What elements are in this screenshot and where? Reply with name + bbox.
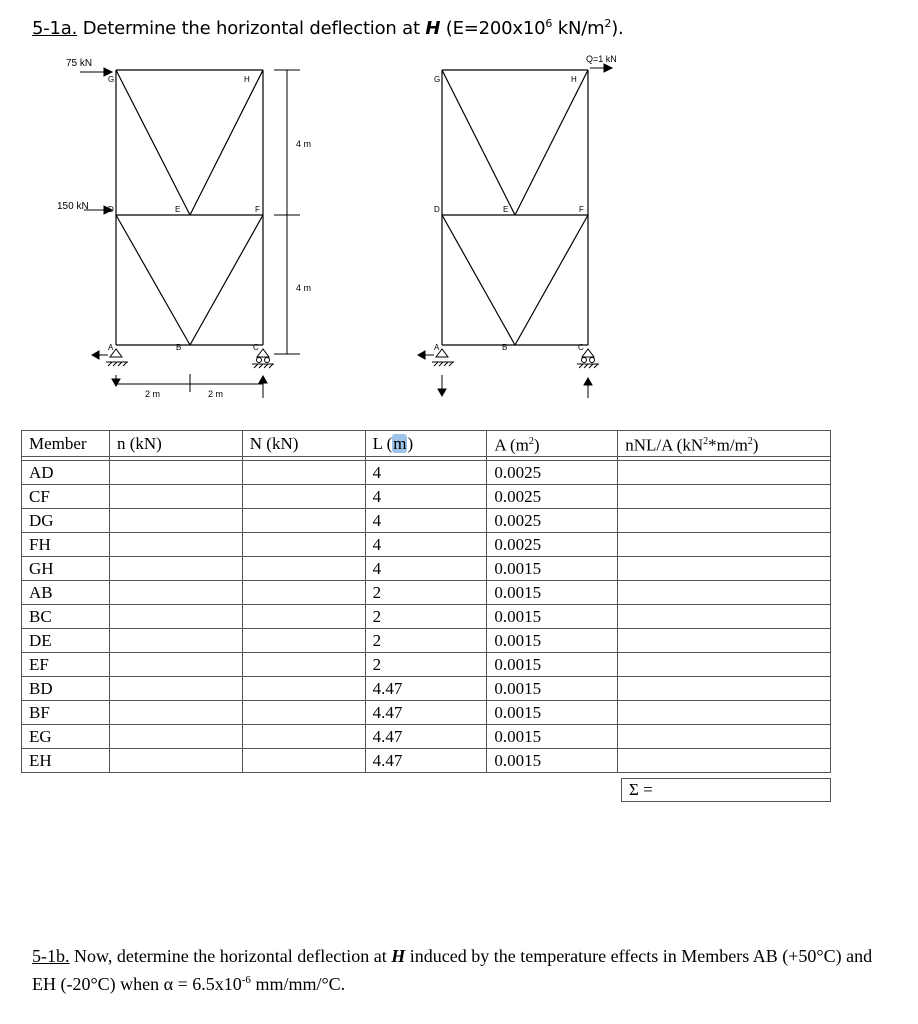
cell-A: 0.0015 [487, 701, 618, 725]
cell-nNLA [618, 557, 831, 581]
cell-member: EF [22, 653, 110, 677]
member-EH [190, 70, 263, 215]
cell-nNLA [618, 653, 831, 677]
member-force-table [21, 430, 831, 773]
node-B-right: B [502, 343, 508, 352]
cell-L: 4.47 [365, 677, 487, 701]
problem-5-1a-statement: 5-1a. Determine the horizontal deflection at H ($E=200x10^6$ $kN/m^2$). [32, 17, 624, 39]
cell-member: EH [22, 749, 110, 773]
cell-L: 2 [365, 581, 487, 605]
table-row [22, 677, 831, 701]
cell-member: DE [22, 629, 110, 653]
cell-L: 4 [365, 557, 487, 581]
load-Q1kn: Q=1 kN [586, 54, 617, 64]
node-H-left: H [244, 75, 250, 84]
cell-A: 0.0015 [487, 725, 618, 749]
cell-member: BC [22, 605, 110, 629]
left-dimension-lines [116, 70, 300, 392]
header-L: L (m) [365, 431, 487, 457]
cell-N [242, 485, 365, 509]
cell-N [242, 677, 365, 701]
load-150kn: 150 kN [57, 201, 89, 212]
cell-N [242, 725, 365, 749]
cell-nNLA [618, 701, 831, 725]
table-row [22, 701, 831, 725]
cell-nNLA [618, 725, 831, 749]
cell-N [242, 701, 365, 725]
node-G-right: G [434, 75, 441, 84]
cell-n [109, 677, 242, 701]
cell-A: 0.0025 [487, 485, 618, 509]
cell-nNLA [618, 581, 831, 605]
modulus-text: (E=200x10 [445, 18, 546, 39]
cell-nNLA [618, 749, 831, 773]
cell-L: 4 [365, 485, 487, 509]
cell-N [242, 581, 365, 605]
cell-A: 0.0025 [487, 533, 618, 557]
cell-L: 4.47 [365, 701, 487, 725]
cell-L: 4 [365, 509, 487, 533]
cell-member: AB [22, 581, 110, 605]
cell-member: FH [22, 533, 110, 557]
cell-member: EG [22, 725, 110, 749]
table-header-row [22, 431, 831, 457]
header-nNLA: nNL/A $(kN^2*m/m^2)$ [618, 431, 831, 457]
node-D-right: D [434, 205, 440, 214]
node-H-right: H [571, 75, 577, 84]
cell-N [242, 749, 365, 773]
cell-N [242, 605, 365, 629]
cell-member: BD [22, 677, 110, 701]
table-row [22, 581, 831, 605]
cell-A: 0.0015 [487, 581, 618, 605]
cell-nNLA [618, 461, 831, 485]
cell-member: GH [22, 557, 110, 581]
dim-4m-top: 4 m [296, 139, 312, 149]
right-supports [432, 349, 599, 368]
table-row [22, 749, 831, 773]
cell-L: 4.47 [365, 725, 487, 749]
cell-L: 2 [365, 605, 487, 629]
node-A-right: A [434, 343, 440, 352]
table-row [22, 629, 831, 653]
table-row [22, 653, 831, 677]
cell-A: 0.0015 [487, 557, 618, 581]
cell-n [109, 629, 242, 653]
cell-member: BF [22, 701, 110, 725]
cell-nNLA [618, 677, 831, 701]
cell-n [109, 557, 242, 581]
header-member: Member [22, 431, 110, 457]
cell-n [109, 749, 242, 773]
node-C-right: C [578, 343, 584, 352]
cell-A: 0.0025 [487, 509, 618, 533]
cell-A: 0.0015 [487, 629, 618, 653]
left-truss [116, 70, 263, 345]
cell-n [109, 581, 242, 605]
cell-N [242, 509, 365, 533]
dim-2m-left: 2 m [145, 389, 161, 399]
load-75kn: 75 kN [66, 58, 93, 69]
left-supports [106, 349, 274, 368]
problem-5-1b-statement: 5-1b. Now, determine the horizontal deflection at H induced by the temperature effects in Members AB (+50°C) and EH (-20°C) when $\alpha = 6.5x10^{-6}$ mm/mm/°C. [32, 946, 873, 994]
cell-L: 4 [365, 461, 487, 485]
dim-4m-bottom: 4 m [296, 283, 312, 293]
cell-n [109, 605, 242, 629]
cell-N [242, 629, 365, 653]
cell-A: 0.0015 [487, 677, 618, 701]
table-row [22, 533, 831, 557]
cell-nNLA [618, 533, 831, 557]
table-row [22, 461, 831, 485]
table-row [22, 509, 831, 533]
cell-L: 2 [365, 653, 487, 677]
table-row [22, 557, 831, 581]
right-truss [442, 70, 588, 345]
header-N: N (kN) [242, 431, 365, 457]
cell-n [109, 509, 242, 533]
cell-L: 2 [365, 629, 487, 653]
cell-n [109, 485, 242, 509]
cell-L: 4.47 [365, 749, 487, 773]
cell-n [109, 701, 242, 725]
header-A: A $(m^2)$ [487, 431, 618, 457]
cell-nNLA [618, 509, 831, 533]
cell-A: 0.0015 [487, 605, 618, 629]
cell-nNLA [618, 605, 831, 629]
cell-N [242, 461, 365, 485]
cell-A: 0.0025 [487, 461, 618, 485]
cell-nNLA [618, 485, 831, 509]
cell-A: 0.0015 [487, 653, 618, 677]
member-BD [116, 215, 190, 345]
cell-n [109, 461, 242, 485]
cell-n [109, 725, 242, 749]
cell-n [109, 653, 242, 677]
point-label-b: H [391, 946, 406, 966]
truss-diagrams [0, 0, 918, 420]
sum-cell: Σ = [621, 778, 831, 802]
node-B-left: B [176, 343, 182, 352]
table-row [22, 605, 831, 629]
node-D-left: D [108, 205, 114, 214]
problem-number-b: 5-1b. [32, 946, 70, 966]
node-E-right: E [503, 205, 509, 214]
table-row [22, 725, 831, 749]
node-E-left: E [175, 205, 181, 214]
node-C-left: C [253, 343, 259, 352]
cell-member: AD [22, 461, 110, 485]
point-label: H [425, 18, 441, 39]
cell-A: 0.0015 [487, 749, 618, 773]
cell-N [242, 653, 365, 677]
table-row [22, 485, 831, 509]
cell-L: 4 [365, 533, 487, 557]
member-EG [116, 70, 190, 215]
header-n: n (kN) [109, 431, 242, 457]
text-selection[interactable]: m [393, 434, 407, 453]
problem-text: Determine the horizontal deflection at [82, 18, 420, 39]
cell-n [109, 533, 242, 557]
cell-member: DG [22, 509, 110, 533]
cell-N [242, 557, 365, 581]
node-F-right: F [579, 205, 584, 214]
member-BF [190, 215, 263, 345]
cell-nNLA [618, 629, 831, 653]
problem-number: 5-1a. [32, 18, 78, 39]
cell-N [242, 533, 365, 557]
dim-2m-right: 2 m [208, 389, 224, 399]
cell-member: CF [22, 485, 110, 509]
node-G-left: G [108, 75, 115, 84]
node-A-left: A [108, 343, 114, 352]
node-F-left: F [255, 205, 260, 214]
